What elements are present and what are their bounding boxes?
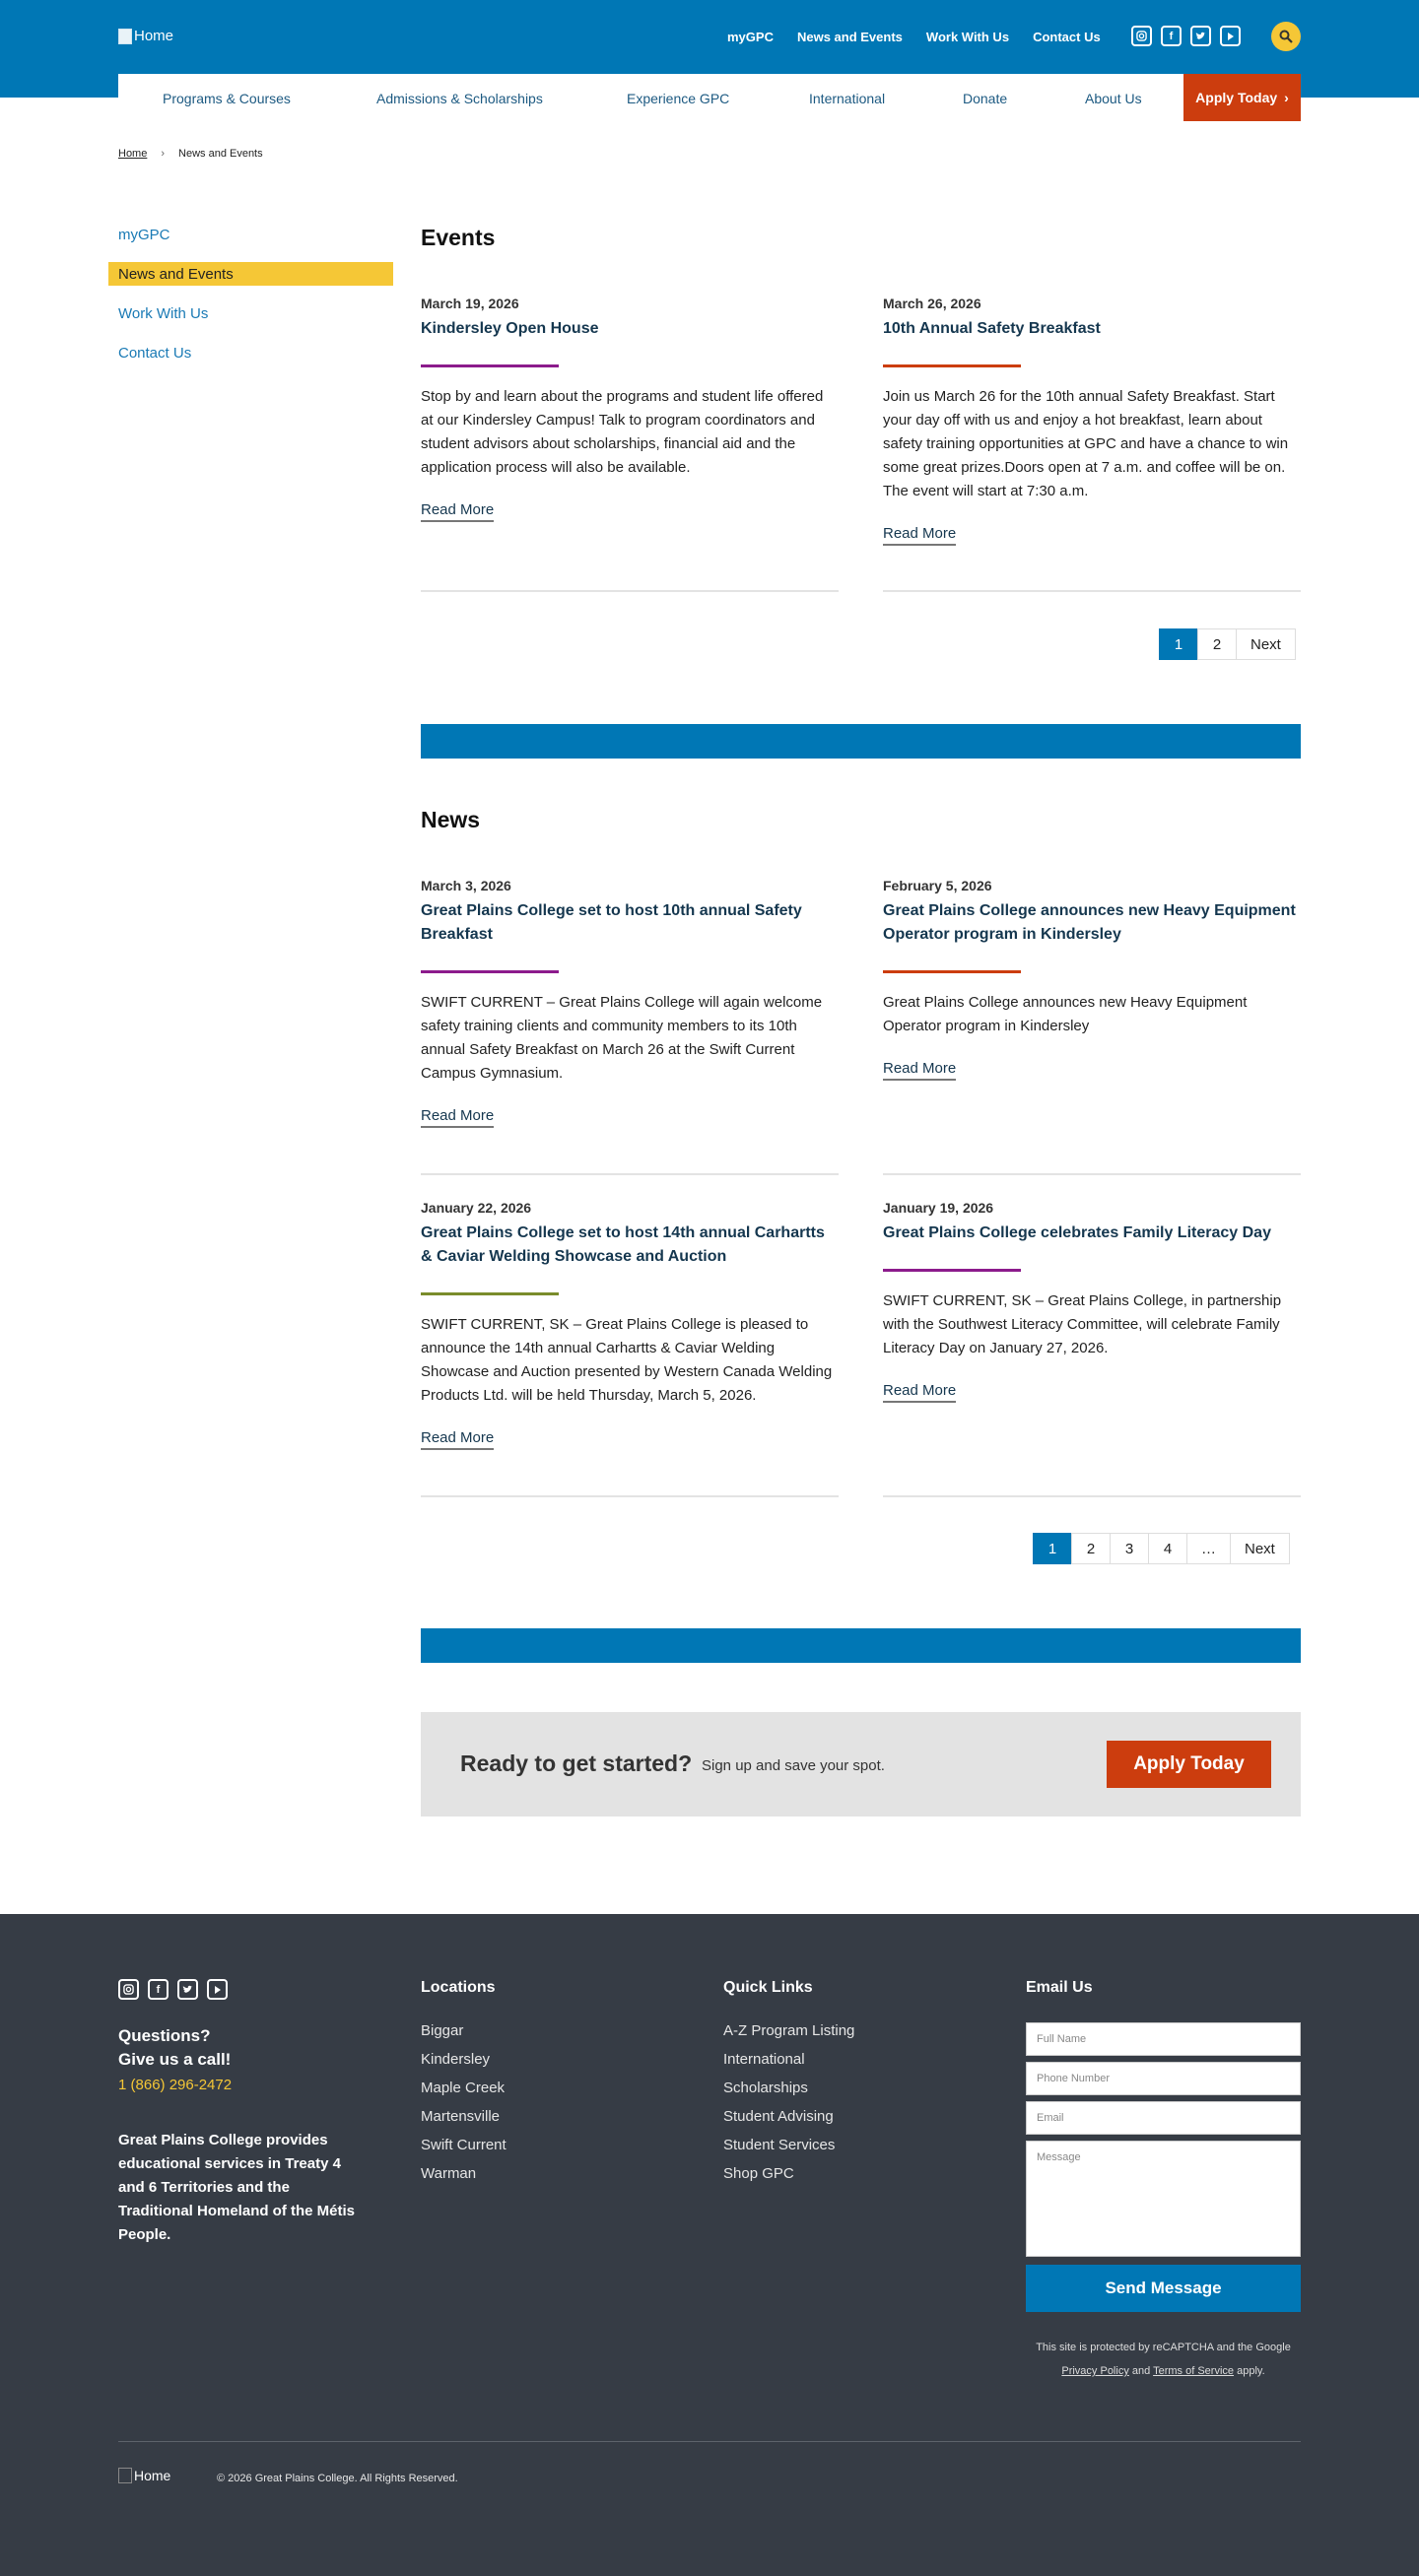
site-logo[interactable] bbox=[118, 28, 173, 44]
news-excerpt: SWIFT CURRENT, SK – Great Plains College is pleased to announce the 14th annual Carhartts & Caviar Welding Showcase and Auction presented by Western Canada Welding Products Ltd. will be held Thursday, March 5, 2026. bbox=[421, 1316, 833, 1404]
footer-about: Great Plains College provides educational services in Treaty 4 and 6 Territories and the Traditional Homeland of the Métis People. bbox=[118, 2132, 356, 2243]
cta-heading: Ready to get started? bbox=[460, 1750, 693, 1776]
search-button[interactable] bbox=[1271, 22, 1301, 51]
read-more-link[interactable]: Read More bbox=[421, 1107, 494, 1128]
quick-links-heading: Quick Links bbox=[723, 1979, 813, 1996]
nav-programs-courses[interactable]: Programs & Courses bbox=[163, 91, 291, 106]
read-more-link[interactable]: Read More bbox=[883, 525, 956, 546]
message-field[interactable]: Message bbox=[1026, 2141, 1301, 2257]
sidebar-item-work-with-us[interactable]: Work With Us bbox=[118, 305, 209, 322]
search-icon bbox=[1279, 30, 1293, 43]
divider bbox=[421, 590, 839, 592]
event-title[interactable]: 10th Annual Safety Breakfast bbox=[883, 320, 1101, 337]
news-card bbox=[421, 1200, 839, 1450]
location-link[interactable]: Warman bbox=[421, 2165, 477, 2182]
next-page-button[interactable]: Next bbox=[1230, 1533, 1290, 1564]
event-date: March 26, 2026 bbox=[883, 296, 981, 311]
nav-about-us[interactable]: About Us bbox=[1085, 91, 1142, 106]
utility-nav bbox=[727, 30, 1101, 44]
news-card bbox=[883, 1200, 1301, 1403]
accent-bar bbox=[421, 364, 559, 367]
recaptcha-notice bbox=[1026, 2336, 1301, 2383]
broken-image-icon bbox=[118, 2468, 132, 2483]
news-title[interactable]: Great Plains College celebrates Family Literacy Day bbox=[883, 1224, 1271, 1241]
nav-admissions-scholarships[interactable]: Admissions & Scholarships bbox=[376, 91, 543, 106]
page-ellipsis: … bbox=[1186, 1533, 1231, 1564]
footer-divider bbox=[118, 2441, 1301, 2442]
phone-link[interactable]: 1 (866) 296-2472 bbox=[118, 2077, 233, 2093]
header-social-links bbox=[1131, 26, 1241, 46]
divider bbox=[883, 590, 1301, 592]
events-heading: Events bbox=[421, 225, 496, 250]
instagram-icon[interactable] bbox=[1131, 26, 1152, 46]
location-link[interactable]: Kindersley bbox=[421, 2051, 491, 2068]
location-link[interactable]: Swift Current bbox=[421, 2137, 507, 2153]
send-message-button[interactable]: Send Message bbox=[1026, 2265, 1301, 2312]
read-more-link[interactable]: Read More bbox=[883, 1382, 956, 1403]
news-pagination bbox=[1034, 1533, 1290, 1564]
event-excerpt: Stop by and learn about the programs and student life offered at our Kindersley Campus! Talk to program coordinators and student advisors about scholarships, financial aid and the application process will also be available. bbox=[421, 388, 824, 476]
instagram-icon[interactable] bbox=[118, 1979, 139, 2000]
footer-logo-alt: Home bbox=[134, 2468, 171, 2483]
news-date: January 22, 2026 bbox=[421, 1200, 532, 1216]
news-title[interactable]: Great Plains College set to host 10th annual Safety Breakfast bbox=[421, 902, 802, 943]
quick-link[interactable]: Scholarships bbox=[723, 2080, 808, 2096]
breadcrumb bbox=[118, 148, 263, 160]
page-button[interactable]: 4 bbox=[1148, 1533, 1187, 1564]
location-link[interactable]: Martensville bbox=[421, 2108, 501, 2125]
event-title[interactable]: Kindersley Open House bbox=[421, 320, 599, 337]
divider bbox=[421, 1495, 839, 1497]
page-button[interactable]: 3 bbox=[1110, 1533, 1149, 1564]
page-button[interactable]: 1 bbox=[1033, 1533, 1072, 1564]
accent-bar bbox=[883, 364, 1021, 367]
event-card bbox=[421, 296, 839, 522]
privacy-policy-link[interactable]: Privacy Policy bbox=[1061, 2365, 1129, 2377]
footer-social-links bbox=[118, 1979, 228, 2000]
news-card bbox=[421, 878, 839, 1128]
call-line: Give us a call! bbox=[118, 2050, 232, 2069]
accent-bar bbox=[421, 1292, 559, 1295]
quick-link[interactable]: A-Z Program Listing bbox=[723, 2022, 855, 2039]
quick-link[interactable]: Student Services bbox=[723, 2137, 836, 2153]
news-excerpt: SWIFT CURRENT, SK – Great Plains College, in partnership with the Southwest Literacy Committee, will celebrate Family Literacy Day on January 27, 2026. bbox=[883, 1292, 1282, 1356]
copyright: © 2026 Great Plains College. All Rights Reserved. bbox=[217, 2473, 458, 2484]
cta-banner bbox=[421, 1712, 1301, 1816]
recaptcha-apply: apply. bbox=[1237, 2365, 1265, 2377]
news-card bbox=[883, 878, 1301, 1081]
news-heading: News bbox=[421, 807, 481, 832]
chevron-right-icon: › bbox=[1284, 90, 1289, 105]
sidebar-item-news-events[interactable]: News and Events bbox=[108, 262, 393, 286]
breadcrumb-current: News and Events bbox=[178, 148, 263, 160]
chevron-right-icon: › bbox=[161, 148, 166, 160]
twitter-icon[interactable] bbox=[1190, 26, 1211, 46]
footer-questions bbox=[118, 2024, 231, 2072]
apply-today-button[interactable]: Apply Today bbox=[1107, 1741, 1271, 1788]
event-excerpt: Join us March 26 for the 10th annual Safety Breakfast. Start your day off with us and enjoy a hot breakfast, learn about safety training opportunities at GPC and have a chance to win some great prizes.Doors open at 7 a.m. and coffee will be on. The event will start at 7:30 a.m. bbox=[883, 388, 1289, 499]
contact-form bbox=[1026, 1979, 1301, 2383]
youtube-icon[interactable] bbox=[1220, 26, 1241, 46]
phone-field[interactable]: Phone Number bbox=[1026, 2062, 1301, 2095]
divider bbox=[421, 1173, 839, 1175]
quick-link[interactable]: Shop GPC bbox=[723, 2165, 794, 2182]
full-name-field[interactable]: Full Name bbox=[1026, 2022, 1301, 2056]
read-more-link[interactable]: Read More bbox=[421, 501, 494, 522]
news-date: February 5, 2026 bbox=[883, 878, 992, 893]
questions-line: Questions? bbox=[118, 2026, 211, 2045]
event-date: March 19, 2026 bbox=[421, 296, 519, 311]
section-band bbox=[421, 724, 1301, 759]
footer-locations bbox=[421, 1979, 507, 2194]
footer-logo[interactable] bbox=[118, 2468, 170, 2483]
logo-alt-text: Home bbox=[134, 28, 174, 44]
util-nav-work-with-us[interactable]: Work With Us bbox=[925, 30, 1010, 44]
accent-bar bbox=[883, 1269, 1021, 1272]
util-nav-mygpc[interactable]: myGPC bbox=[727, 30, 774, 44]
divider bbox=[883, 1173, 1301, 1175]
divider bbox=[883, 1495, 1301, 1497]
quick-link[interactable]: International bbox=[723, 2051, 805, 2068]
location-link[interactable]: Biggar bbox=[421, 2022, 464, 2039]
section-band bbox=[421, 1628, 1301, 1663]
email-field[interactable]: Email bbox=[1026, 2101, 1301, 2135]
cta-subtext: Sign up and save your spot. bbox=[702, 1757, 885, 1774]
main-nav bbox=[118, 74, 1301, 121]
page-button[interactable]: 2 bbox=[1071, 1533, 1111, 1564]
util-nav-contact-us[interactable]: Contact Us bbox=[1033, 30, 1101, 44]
sidebar-item-contact-us[interactable]: Contact Us bbox=[118, 345, 192, 362]
event-card bbox=[883, 296, 1301, 546]
facebook-icon[interactable]: f bbox=[1161, 26, 1182, 46]
locations-heading: Locations bbox=[421, 1979, 496, 1996]
nav-donate[interactable]: Donate bbox=[963, 91, 1008, 106]
news-excerpt: SWIFT CURRENT – Great Plains College will again welcome safety training clients and community members to its 10th annual Safety Breakfast on March 26 at the Swift Current Campus Gymnasium. bbox=[421, 994, 823, 1082]
news-date: January 19, 2026 bbox=[883, 1200, 994, 1216]
page-button[interactable]: 2 bbox=[1197, 628, 1237, 660]
footer-quick-links bbox=[723, 1979, 854, 2194]
news-excerpt: Great Plains College announces new Heavy Equipment Operator program in Kindersley bbox=[883, 994, 1248, 1034]
nav-experience-gpc[interactable]: Experience GPC bbox=[627, 91, 730, 106]
youtube-icon[interactable] bbox=[207, 1979, 228, 2000]
sidebar-item-mygpc[interactable]: myGPC bbox=[118, 227, 170, 243]
util-nav-news-events[interactable]: News and Events bbox=[796, 30, 903, 44]
twitter-icon[interactable] bbox=[177, 1979, 198, 2000]
terms-of-service-link[interactable]: Terms of Service bbox=[1153, 2365, 1235, 2377]
recaptcha-text: This site is protected by reCAPTCHA and the Google bbox=[1036, 2342, 1291, 2353]
quick-link[interactable]: Student Advising bbox=[723, 2108, 834, 2125]
site-footer bbox=[0, 1914, 1419, 2576]
broken-image-icon bbox=[118, 29, 132, 44]
read-more-link[interactable]: Read More bbox=[883, 1060, 956, 1081]
apply-today-nav-button[interactable] bbox=[1183, 74, 1301, 121]
breadcrumb-home[interactable]: Home bbox=[118, 148, 148, 160]
news-date: March 3, 2026 bbox=[421, 878, 511, 893]
news-title[interactable]: Great Plains College announces new Heavy Equipment Operator program in Kindersley bbox=[883, 902, 1296, 943]
email-us-heading: Email Us bbox=[1026, 1979, 1093, 1996]
read-more-link[interactable]: Read More bbox=[421, 1429, 494, 1450]
location-link[interactable]: Maple Creek bbox=[421, 2080, 506, 2096]
accent-bar bbox=[883, 970, 1021, 973]
recaptcha-and: and bbox=[1131, 2365, 1151, 2377]
events-pagination bbox=[1160, 628, 1296, 660]
nav-international[interactable]: International bbox=[809, 91, 886, 106]
accent-bar bbox=[421, 970, 559, 973]
next-page-button[interactable]: Next bbox=[1236, 628, 1296, 660]
page-button[interactable]: 1 bbox=[1159, 628, 1198, 660]
sidebar bbox=[108, 223, 393, 380]
news-title[interactable]: Great Plains College set to host 14th annual Carhartts & Caviar Welding Showcase and Auction bbox=[421, 1224, 825, 1265]
apply-nav-label: Apply Today bbox=[1195, 90, 1278, 105]
facebook-icon[interactable]: f bbox=[148, 1979, 169, 2000]
